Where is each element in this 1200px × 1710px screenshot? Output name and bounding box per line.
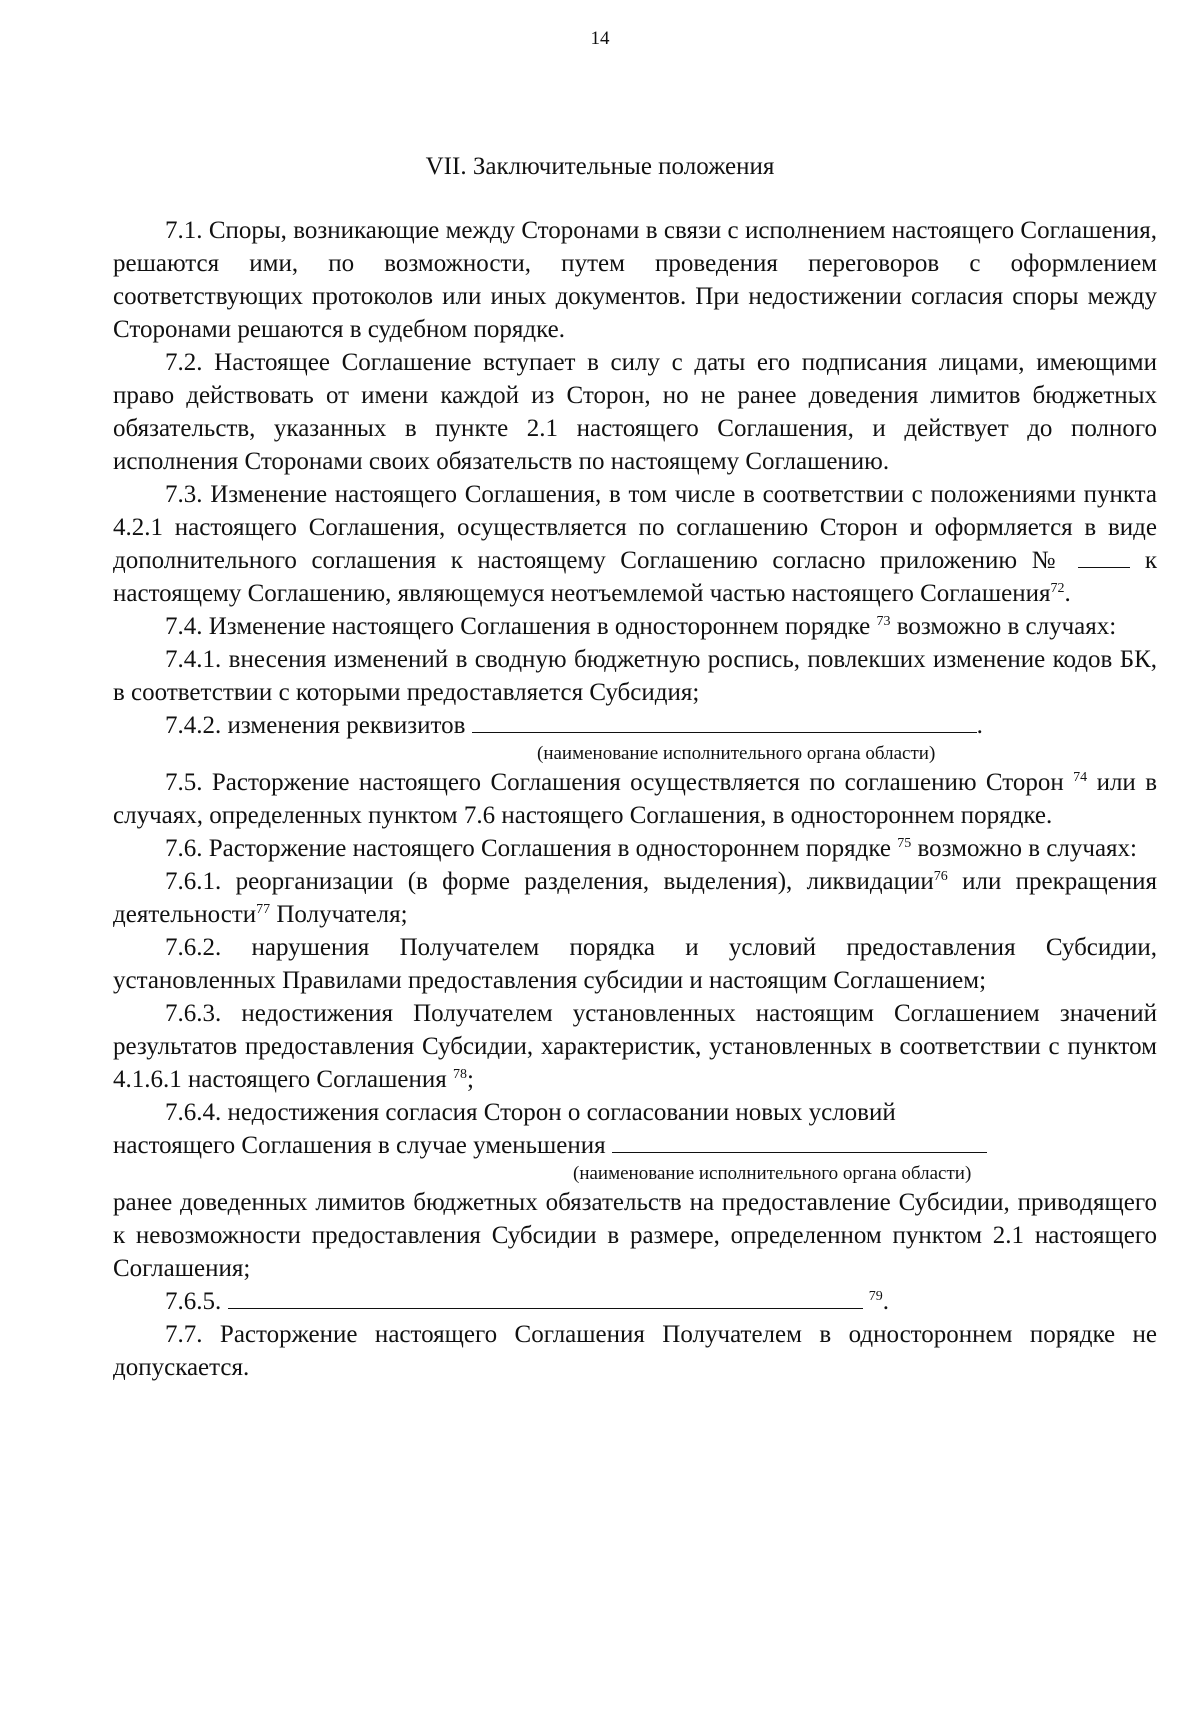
clause-7-6-1-text-mid: или прекращения деятельности	[113, 868, 1157, 928]
page-number: 14	[590, 28, 610, 49]
clause-7-6-4-line-1: 7.6.4. недостижения согласия Сторон о согласовании новых условий	[165, 1099, 896, 1126]
clause-7-3: 7.3. Изменение настоящего Соглашения, в том числе в соответствии с положениями пункта 4.2.1 настоящего Соглашения, осуществляется по соглашению Сторон и оформляется в виде дополнительного соглашения к настоящему Соглашению согласно приложению № к настоящему Соглашению, являющемуся неотъемлемой частью настоящего Соглашения$^{72}$.	[113, 481, 1158, 607]
clause-7-6-4-text: настоящего Соглашения в случае уменьшения	[113, 1132, 606, 1159]
footnote-ref-76: 76	[933, 869, 948, 884]
clause-7-4-1: 7.4.1. внесения изменений в сводную бюджетную роспись, повлекших изменение кодов БК, в соответствии с которыми предоставляется Субсидия;	[113, 646, 1157, 706]
clause-7-6-5-blank	[228, 1286, 863, 1309]
clause-7-4-text-end: возможно в случаях:	[896, 613, 1117, 640]
clause-7-2: 7.2. Настоящее Соглашение вступает в силу с даты его подписания лицами, имеющими право действовать от имени каждой из Сторон, но не ранее доведения лимитов бюджетных обязательств, указанных в пункте 2.1 настоящего Соглашения, и действует до полного исполнения Сторонами своих обязательств по настоящему Соглашению.	[113, 349, 1157, 475]
footnote-ref-75: 75	[897, 836, 912, 851]
authority-name-blank-2	[612, 1130, 987, 1153]
clause-7-6	[113, 832, 1157, 865]
clause-7-7: 7.7. Расторжение настоящего Соглашения Получателем в одностороннем порядке не допускается.	[113, 1321, 1157, 1381]
appendix-number-blank	[1078, 545, 1130, 568]
authority-name-blank	[472, 710, 977, 733]
document-body	[113, 214, 1157, 1384]
clause-7-6-2: 7.6.2. нарушения Получателем порядка и условий предоставления Субсидии, установленных Правилами предоставления субсидии и настоящим Соглашением;	[113, 934, 1157, 994]
footnote-ref-79: 79	[868, 1289, 883, 1304]
clause-7-3-text-end: к настоящему Соглашению, являющемуся неотъемлемой частью настоящего Соглашения	[113, 547, 1158, 607]
clause-7-6-text: 7.6. Расторжение настоящего Соглашения в одностороннем порядке	[165, 835, 891, 862]
clause-7-6-3-text: 7.6.3. недостижения Получателем установленных настоящим Соглашением значений результатов предоставления Субсидии, характеристик, установленных в соответствии с пунктом 4.1.6.1 настоящего Соглашения	[113, 1000, 1157, 1093]
clause-7-4-2-text: 7.4.2. изменения реквизитов	[165, 712, 466, 739]
footnote-ref-74: 74	[1073, 770, 1088, 785]
clause-7-6-1-text: 7.6.1. реорганизации (в форме разделения, выделения), ликвидации	[165, 868, 934, 895]
clause-7-6-3: 7.6.3. недостижения Получателем установленных настоящим Соглашением значений результатов предоставления Субсидии, характеристик, установленных в соответствии с пунктом 4.1.6.1 настоящего Соглашения $^{78}$;	[113, 1000, 1157, 1093]
clause-7-6-1-text-end: Получателя;	[276, 901, 408, 928]
section-title: VII. Заключительные положения	[425, 153, 775, 180]
clause-7-6-1	[113, 865, 1157, 931]
clause-7-4	[113, 610, 1157, 643]
footnote-ref-73: 73	[876, 614, 891, 629]
clause-7-3-text: 7.3. Изменение настоящего Соглашения, в том числе в соответствии с положениями пункта 4.2.1 настоящего Соглашения, осуществляется по соглашению Сторон и оформляется в виде дополнительного соглашения к настоящему Соглашению согласно приложению №	[113, 481, 1157, 574]
clause-7-6-text-end: возможно в случаях:	[917, 835, 1137, 862]
clause-7-5	[113, 766, 1157, 832]
clause-7-1: 7.1. Споры, возникающие между Сторонами в связи с исполнением настоящего Соглашения, решаются ими, по возможности, путем проведения переговоров с оформлением соответствующих протоколов или иных документов. При недостижении согласия споры между Сторонами решаются в судебном порядке.	[113, 217, 1157, 343]
footnote-ref-78: 78	[453, 1067, 468, 1082]
clause-7-6-4-rest: ранее доведенных лимитов бюджетных обязательств на предоставление Субсидии, приводящего к невозможности предоставления Субсидии в размере, определенном пунктом 2.1 настоящего Соглашения;	[113, 1189, 1157, 1282]
clause-7-6-5-text: 7.6.5.	[165, 1288, 222, 1315]
clause-7-5-text: 7.5. Расторжение настоящего Соглашения осуществляется по соглашению Сторон	[165, 769, 1064, 796]
caption-authority-name-2: (наименование исполнительного органа области)	[573, 1163, 972, 1184]
clause-7-6-4-line-2	[113, 1129, 1157, 1162]
footnote-ref-77: 77	[256, 902, 271, 917]
clause-7-6-5: 7.6.5. $^{79}$.	[165, 1288, 889, 1315]
clause-7-5-text-end: или в случаях, определенных пунктом 7.6 настоящего Соглашения, в одностороннем порядке.	[113, 769, 1157, 829]
footnote-ref-72: 72	[1050, 581, 1065, 596]
caption-authority-name: (наименование исполнительного органа области)	[537, 743, 936, 764]
clause-7-4-2: 7.4.2. изменения реквизитов .	[165, 712, 983, 739]
clause-7-4-text: 7.4. Изменение настоящего Соглашения в одностороннем порядке	[165, 613, 871, 640]
